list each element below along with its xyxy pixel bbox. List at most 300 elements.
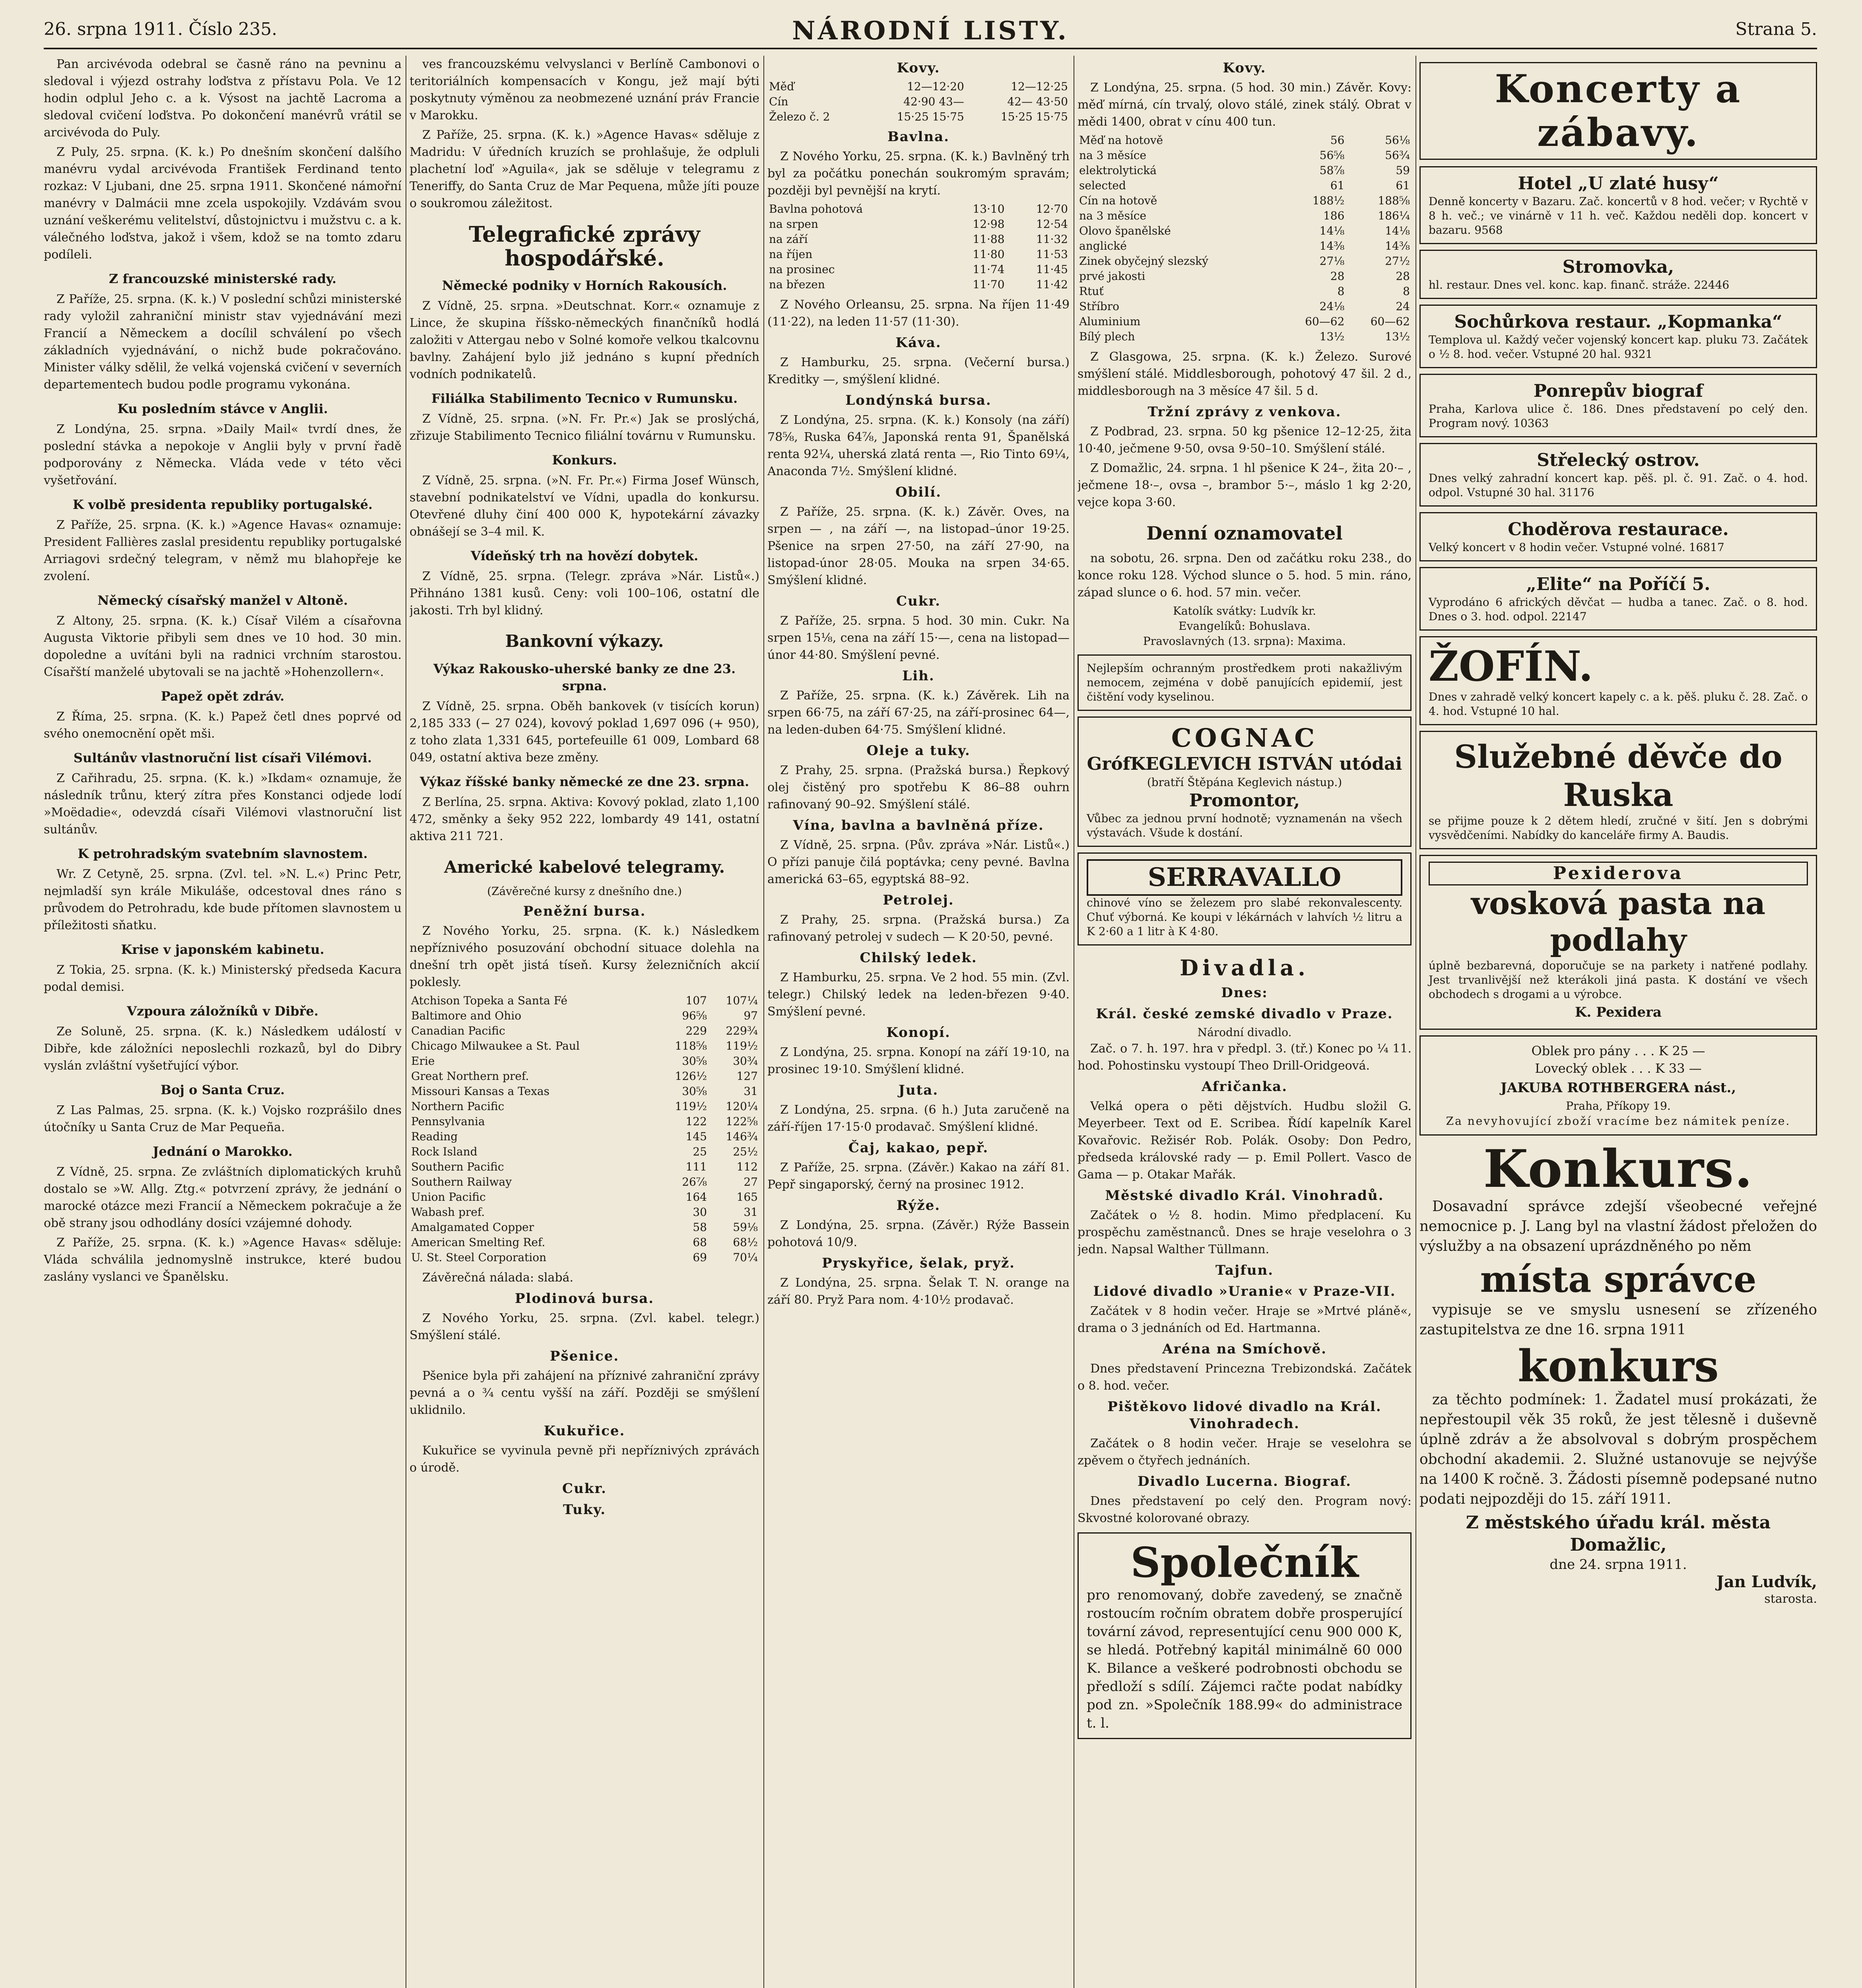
advert-title: Střelecký ostrov.: [1537, 450, 1700, 470]
advert-address: Praha, Příkopy 19.: [1566, 1099, 1671, 1112]
row-value: 26⅞: [682, 1175, 707, 1188]
concert-advert: [1419, 374, 1817, 437]
row-label: Rtuť: [1079, 285, 1104, 298]
row-label: na březen: [769, 278, 825, 291]
row-value: 56¾: [1385, 149, 1410, 162]
row-label: na září: [769, 233, 808, 246]
row-value: 56: [1330, 134, 1345, 147]
row-label: Olovo španělské: [1079, 224, 1171, 237]
table-row: [767, 109, 1070, 124]
row-value: 30⅝: [682, 1054, 707, 1068]
article-paragraph: Z Říma, 25. srpna. (K. k.) Papež četl dnes poprvé od svého onemocnění opět mši.: [44, 710, 402, 741]
notice-date: dne 24. srpna 1911.: [1549, 1557, 1687, 1573]
table-row: [410, 1114, 759, 1129]
row-value: 8: [1403, 285, 1410, 298]
article-heading: Plodinová bursa.: [515, 1291, 654, 1307]
table-row: [767, 94, 1070, 109]
row-value: 25½: [733, 1145, 758, 1158]
advert-text: se přijme pouze k 2 dětem hledí, zručné v šití. Jen s dobrými vysvědčeními. Nabídky do kanceláře firmy A. Baudis.: [1429, 814, 1808, 842]
masthead: [44, 16, 1817, 48]
row-label: Amalgamated Copper: [411, 1221, 534, 1234]
stock-quotes-table: [410, 993, 759, 1265]
row-label: Rock Island: [411, 1145, 478, 1158]
notice-office: Z městského úřadu král. města Domažlic,: [1466, 1512, 1771, 1555]
row-label: Pennsylvania: [411, 1115, 485, 1128]
advert-text: úplně bezbarevná, doporučuje se na parkety i natřené podlahy. Jest trvanlivější než kterákoli jiná pasta. K dostání ve všech obchodech s drogami a u výrobce.: [1429, 959, 1808, 1001]
row-value: 186: [1323, 209, 1345, 222]
calendar-line: Pravoslavných (13. srpna): Maxima.: [1143, 635, 1346, 648]
table-row: [1078, 163, 1412, 178]
article-paragraph: Z Vídně, 25. srpna. (»N. Fr. Pr.«) Jak se proslýchá, zřizuje Stabilimento Tecnico filiální továrnu v Rumunsku.: [410, 412, 759, 443]
row-value: 59: [1396, 164, 1410, 177]
row-label: anglické: [1079, 239, 1127, 252]
article-heading: Filiálka Stabilimento Tecnico v Rumunsku.: [431, 391, 738, 406]
article-heading: Vzpoura záložníků v Dibře.: [127, 1004, 318, 1019]
row-value: 60—62: [1305, 315, 1345, 328]
section-subheading: (Závěrečné kursy z dnešního dne.): [487, 885, 682, 898]
row-value: 11·88: [973, 233, 1005, 246]
article-heading: Juta.: [898, 1082, 939, 1098]
advert-text: Denně koncerty v Bazaru. Zač. koncertů v 8 hod. večer; v Rychtě v 8 h. več.; ve vinárně v 11 h. več. Každou neděli dop. koncert v bazaru. 9568: [1429, 195, 1808, 237]
table-row: [767, 262, 1070, 277]
concert-advert: [1419, 512, 1817, 561]
play-title: Tajfun.: [1215, 1262, 1274, 1278]
advert-title: Ponrepův biograf: [1533, 381, 1703, 401]
table-row: [410, 1220, 759, 1235]
article-paragraph: Z Vídně, 25. srpna. (Telegr. zpráva »Nár. Listů«.) Přihnáno 1381 kusů. Ceny: voli 100–106, ostatní dle jakosti. Trh byl klidný.: [410, 569, 759, 617]
row-label: Cín: [769, 95, 788, 108]
row-label: na říjen: [769, 248, 813, 261]
article-paragraph: Z Hamburku, 25. srpna. Ve 2 hod. 55 min. (Zvl. telegr.) Chilský ledek na leden-březen 9·40. Smýšlení pevné.: [767, 971, 1070, 1019]
table-row: [410, 993, 759, 1008]
table-row: [1078, 269, 1412, 284]
article-heading: Konkurs.: [552, 452, 617, 468]
article-paragraph: Z Paříže, 25. srpna. 5 hod. 30 min. Cukr. Na srpen 15⅛, cena na září 15·—, cena na listopad—únor 44·80. Smýšlení pevné.: [767, 614, 1070, 662]
row-value: 27½: [1385, 254, 1410, 268]
row-value: 165: [736, 1190, 758, 1204]
article-heading: Oleje a tuky.: [866, 743, 971, 759]
advert-text: pro renomovaný, dobře zavedený, se značně rostoucím ročním obratem dobře prosperující tovární závod, representující cenu 900 000 K, se hledá. Potřebný kapitál minimálně 60 000 K. Bilance a veškeré podrobnosti obchodu se předloží s sdílí. Zájemci račte podat nabídky pod zn. »Společník 188.99« do administrace t. l.: [1087, 1587, 1402, 1731]
advert-text: Dnes v zahradě velký koncert kapely c. a k. pěš. pluku č. 28. Zač. o 4. hod. Vstupné 10 hal.: [1429, 690, 1808, 718]
advert-text: chinové víno se železem pro slabé rekonvalescenty. Chuť výborná. Ke koupi v lékárnách v lahvích ½ litru a K 2·60 a 1 litr à K 4·80.: [1087, 896, 1402, 938]
column-2: [410, 56, 759, 1988]
article-heading: Cukr.: [562, 1481, 607, 1497]
row-value: 145: [685, 1130, 707, 1143]
article-paragraph: Začátek o 8 hodin večer. Hraje se veselohra se zpěvem o čtyřech jednáních.: [1078, 1437, 1412, 1468]
banner-title: Koncerty a zábavy.: [1495, 66, 1742, 155]
table-row: [1078, 178, 1412, 193]
table-row: [1078, 133, 1412, 148]
row-label: Reading: [411, 1130, 458, 1143]
article-heading: Obilí.: [895, 484, 942, 500]
article-paragraph: Z Nového Orleansu, 25. srpna. Na říjen 11·49 (11·22), na leden 11·57 (11·30).: [767, 298, 1070, 329]
row-value: 120¼: [726, 1100, 758, 1113]
article-heading: Kukuřice.: [544, 1423, 625, 1439]
article-paragraph: Z Londýna, 25. srpna. Šelak T. N. orange na září 80. Pryž Para nom. 4·10½ prodavač.: [767, 1276, 1070, 1307]
concert-advert: [1419, 567, 1817, 631]
row-value: 13½: [1385, 330, 1410, 343]
advert-title: ŽOFÍN.: [1429, 642, 1593, 691]
row-value: 14⅜: [1385, 239, 1410, 252]
table-row: [410, 1084, 759, 1099]
row-value: 96⅝: [682, 1009, 707, 1022]
row-label: Baltimore and Ohio: [411, 1009, 522, 1022]
article-paragraph: Závěrečná nálada: slabá.: [422, 1271, 573, 1285]
issue-date: 26. srpna 1911. Číslo 235.: [44, 19, 278, 39]
row-value: 24: [1396, 300, 1410, 313]
advert-text: hl. restaur. Dnes vel. konc. kap. finanč. stráže. 22446: [1429, 278, 1730, 291]
row-value: 68: [693, 1236, 707, 1249]
row-value: 61: [1396, 179, 1410, 192]
notice-highlight: konkurs: [1518, 1340, 1719, 1392]
article-paragraph: Wr. Z Cetyně, 25. srpna. (Zvl. tel. »N. L.«) Princ Petr, nejmladší syn krále Mikuláše, odcestoval dnes ráno s průvodem do Petrohradu, kde bude přítomen slavnostem u příležitosti sňatku.: [44, 867, 402, 932]
article-heading: Cukr.: [896, 593, 941, 609]
article-paragraph: Začátek v 8 hodin večer. Hraje se »Mrtvé pláně«, drama o 3 jednáních od Ed. Hartmanna.: [1078, 1304, 1412, 1335]
article-heading: Konopí.: [886, 1025, 951, 1041]
row-label: Stříbro: [1079, 300, 1119, 313]
theatre-name: Pištěkovo lidové divadlo na Král. Vinohradech.: [1107, 1399, 1382, 1432]
table-row: [410, 1054, 759, 1069]
row-value: 12—12·25: [1011, 80, 1068, 93]
row-value: 112: [736, 1160, 758, 1173]
row-label: Bílý plech: [1079, 330, 1135, 343]
row-value: 14⅛: [1385, 224, 1410, 237]
row-value: 30⅝: [682, 1085, 707, 1098]
article-heading: K volbě presidenta republiky portugalské.: [72, 497, 373, 512]
article-heading: Boj o Santa Cruz.: [160, 1082, 285, 1097]
clothing-advert: [1419, 1035, 1817, 1136]
row-value: 42— 43·50: [1007, 95, 1068, 108]
servant-advert: [1419, 731, 1817, 849]
section-heading: Americké kabelové telegramy.: [444, 857, 725, 877]
row-label: American Smelting Ref.: [411, 1236, 546, 1249]
theatre-name: Aréna na Smíchově.: [1162, 1341, 1327, 1357]
row-label: Cín na hotově: [1079, 194, 1157, 207]
article-paragraph: Z Las Palmas, 25. srpna. (K. k.) Vojsko rozprášilo dnes útočníky u Santa Cruz de Mar Pequeña.: [44, 1103, 402, 1134]
row-value: 27: [744, 1175, 758, 1188]
article-paragraph: Z Londýna, 25. srpna. (K. k.) Konsoly (na září) 78⅝, Ruska 64⅞, Japonská renta 91, Španělská renta 92¼, uherská zlatá renta —, Rio Tinto 69¼, Anaconda 7½. Smýšlení klidné.: [767, 413, 1070, 478]
table-row: [410, 1205, 759, 1220]
article-paragraph: Z Cařihradu, 25. srpna. (K. k.) »Ikdam« oznamuje, že následník trůnu, který zítra přes Konstanci odjede lodí »Moëdadie«, odevzdá císaři Vilémovi vlastnoruční list sultánův.: [44, 771, 402, 837]
theatre-name: Divadlo Lucerna. Biograf.: [1138, 1474, 1351, 1489]
advert-text: Praha, Karlova ulice č. 186. Dnes představení po celý den. Program nový. 10363: [1429, 402, 1808, 430]
row-value: 13½: [1319, 330, 1345, 343]
row-value: 28: [1396, 270, 1410, 283]
article-paragraph: Z Paříže, 25. srpna. (K. k.) Závěrek. Lih na srpen 66·75, na září 67·25, na září-prosinec 64—, na leden-duben 64·75. Smýšlení klidné.: [767, 689, 1070, 737]
article-paragraph: Pšenice byla při zahájení na příznivé zahraniční zprávy pevná a o ¾ centu vyšší na září. Později se smýšlení uklidnilo.: [410, 1369, 759, 1417]
row-value: 11·74: [973, 263, 1005, 276]
article-heading: Německý císařský manžel v Altoně.: [97, 593, 348, 608]
advert-title: Společník: [1130, 1538, 1359, 1587]
theatre-name: Městské divadlo Král. Vinohradů.: [1105, 1188, 1384, 1204]
article-paragraph: Z Altony, 25. srpna. (K. k.) Císař Vilém a císařovna Augusta Viktorie přibyli sem dnes ve 10 hod. 30 min. dopoledne a uvítáni byli na radnici vrchním starostou. Císařští manželé ubytovali se na jachtě »Hohenzollern«.: [44, 614, 402, 679]
article-paragraph: Ze Soluně, 25. srpna. (K. k.) Následkem událostí v Dibře, kde záložníci neposlechli rozkazů, byl do Dibry vyslán zvláštní vyšetřující výbor.: [44, 1025, 402, 1073]
advert-text: Vyprodáno 6 afrických děvčat — hudba a tanec. Zač. o 8. hod. Dnes o 3. hod. odpol. 22147: [1429, 596, 1808, 623]
advert-title: Promontor,: [1189, 790, 1300, 811]
article-paragraph: Z Paříže, 25. srpna. (K. k.) V poslední schůzi ministerské rady vyložil zahraniční ministr stav vyjednávání mezi Francií a Německem a docílil schválení po všech základních vyjednávání, o nichž bude pokračováno. Minister války sdělil, že velká vojenská cvičení v severních departementech budou podle programu vykonána.: [44, 292, 402, 392]
article-heading: Čaj, kakao, pepř.: [848, 1140, 989, 1156]
table-row: [410, 1159, 759, 1175]
row-value: 11·70: [973, 278, 1005, 291]
article-heading: Papež opět zdráv.: [161, 689, 285, 704]
article-paragraph: Začátek o ½ 8. hodin. Mimo předplacení. Ku prospěchu zaměstnanců. Dnes se hraje veselohra o 3 jedn. Napsal Walther Tüllmann.: [1078, 1208, 1412, 1256]
row-value: 56⅛: [1385, 134, 1410, 147]
row-value: 15·25 15·75: [897, 110, 964, 123]
row-value: 11·80: [973, 248, 1005, 261]
row-value: 15·25 15·75: [1000, 110, 1068, 123]
article-heading: Londýnská bursa.: [845, 392, 992, 408]
column-3: [767, 56, 1070, 1988]
row-value: 126½: [675, 1070, 707, 1083]
article-heading: Peněžní bursa.: [523, 903, 646, 919]
article-heading: Petrolej.: [883, 892, 954, 908]
row-value: 27⅛: [1319, 254, 1345, 268]
advert-text: Templova ul. Každý večer vojenský koncert kap. pluku 73. Začátek o ½ 8. hod. večer. Vstupné 20 hal. 9321: [1429, 333, 1808, 361]
row-value: 11·42: [1036, 278, 1068, 291]
cognac-advert: [1078, 716, 1412, 847]
row-value: 13·10: [973, 202, 1005, 215]
article-heading: Káva.: [895, 335, 942, 351]
row-value: 107: [685, 994, 707, 1007]
article-paragraph: Z Podbrad, 23. srpna. 50 kg pšenice 12–12·25, žita 10·40, ječmene 9·50, ovsa 9·50–10. Smýšlení stálé.: [1078, 425, 1412, 456]
spolecnik-advert: [1078, 1532, 1412, 1739]
article-heading: Jednání o Marokko.: [153, 1144, 293, 1159]
advert-title: Choděrova restaurace.: [1508, 519, 1729, 540]
article-paragraph: Z Paříže, 25. srpna. (K. k.) »Agence Havas« oznamuje: President Fallières zaslal presidentu republiky portugalské Arriagovi srdečný telegram, v němž mu blahopřeje ke zvolení.: [44, 518, 402, 583]
row-label: U. St. Steel Corporation: [411, 1251, 547, 1264]
row-value: 122: [685, 1115, 707, 1128]
table-row: [767, 202, 1070, 217]
article-paragraph: Z Londýna, 25. srpna. »Daily Mail« tvrdí dnes, že poslední stávka a nepokoje v Anglii byly v první řadě podporovány z Německa. Vláda vede v této věci vyšetřování.: [44, 422, 402, 487]
row-value: 42·90 43—: [903, 95, 964, 108]
article-paragraph: na sobotu, 26. srpna. Den od začátku roku 238., do konce roku 128. Východ slunce o 5. hod. 5 min. ráno, západ slunce o 6. hod. 57 min. večer.: [1078, 551, 1412, 600]
row-label: Zinek obyčejný slezský: [1079, 254, 1208, 268]
article-paragraph: Z Vídně, 25. srpna. »Deutschnat. Korr.« oznamuje z Lince, že skupina říšsko-německých finančníků hodlá založiti v Attergau nebo v Solné komoře velkou tkalcovnu bavlny. Zahájení bylo již jednáno s kupní předních vodních podnikatelů.: [410, 299, 759, 381]
zofin-advert: [1419, 636, 1817, 725]
article-paragraph: Z Vídně, 25. srpna. Oběh bankovek (v tisících korun) 2,185 333 (− 27 024), kovový poklad 1,697 096 (+ 950), z toho zlata 1,331 645, portefeuille 61 009, Lombard 68 049, ostatní aktiva beze změny.: [410, 699, 759, 765]
row-value: 59⅛: [733, 1221, 758, 1234]
article-heading: Ku posledním stávce v Anglii.: [117, 401, 328, 416]
column-1: [44, 56, 402, 1988]
row-value: 164: [685, 1190, 707, 1204]
table-row: [410, 1190, 759, 1205]
article-heading: Vína, bavlna a bavlněná příze.: [793, 817, 1044, 833]
row-value: 229¾: [726, 1024, 758, 1037]
article-paragraph: Z Paříže, 25. srpna. (K. k.) Závěr. Oves, na srpen — , na září —, na listopad–únor 19·25. Pšenice na srpen 27·50, na září 27·90, na listopad-únor 28·05. Mouka na srpen 34·65. Smýšlení klidné.: [767, 505, 1070, 587]
article-heading: K petrohradským svatebním slavnostem.: [78, 846, 368, 861]
advert-text: Nejlepším ochranným prostředkem proti nakažlivým nemocem, zejména v době panujících epidemií, jest čištění vody kyselinou.: [1087, 662, 1402, 703]
table-row: [1078, 148, 1412, 163]
row-value: 56⅝: [1319, 149, 1345, 162]
notice-text: za těchto podmínek: 1. Žadatel musí prokázati, že nepřestoupil věk 35 roků, že jest tělesně i duševně úplně zdráv a že absolvoval s dobrým prospěchem obchodní akademii. 2. Služné ustanovuje se nejvýše na 1400 K ročně. 3. Žádosti písemně podepsané nutno podati nejpozději do 15. září 1911.: [1419, 1392, 1817, 1507]
article-paragraph: Z Tokia, 25. srpna. (K. k.) Ministerský předseda Kacura podal demisi.: [44, 963, 402, 994]
row-value: 12·70: [1036, 202, 1068, 215]
article-paragraph: Z Londýna, 25. srpna. (6 h.) Juta zaručeně na září-říjen 17·15·0 prodavač. Smýšlení klidné.: [767, 1103, 1070, 1134]
article-paragraph: Z Vídně, 25. srpna. Ze zvláštních diplomatických kruhů dostalo se »W. Allg. Ztg.« potvrzení zprávy, že jednání o marocké otázce mezi Francií a Německem pokračuje a že obě strany jsou odhodlány dosíci vzájemné dohody.: [44, 1165, 402, 1230]
row-label: na prosinec: [769, 263, 835, 276]
row-value: 30¾: [733, 1054, 758, 1068]
article-paragraph: Z Londýna, 25. srpna. (5 hod. 30 min.) Závěr. Kovy: měď mírná, cín trvalý, olovo stálé, zinek stálý. Obrat v mědi 1400, obrat v cínu 400 tun.: [1078, 81, 1412, 129]
play-title: Afričanka.: [1201, 1079, 1288, 1095]
table-row: [410, 1039, 759, 1054]
row-value: 97: [744, 1009, 758, 1022]
concert-advert: [1419, 166, 1817, 244]
row-value: 122⅝: [726, 1115, 758, 1128]
row-label: Železo č. 2: [769, 110, 830, 123]
article-heading: Dnes:: [1221, 985, 1268, 1001]
row-value: 30: [693, 1206, 707, 1219]
row-value: 127: [736, 1070, 758, 1083]
article-paragraph: Z Paříže, 25. srpna. (K. k.) »Agence Havas« sděluje: Vláda schválila jednomyslně instrukce, které budou zaslány vyslanci ve Španělsku.: [44, 1236, 402, 1284]
table-row: [410, 1069, 759, 1084]
advert-title: Stromovka,: [1562, 257, 1674, 277]
advert-prices: Oblek pro pány . . . K 25 — Lovecký oblek . . . K 33 —: [1531, 1043, 1705, 1076]
row-value: 70¼: [733, 1251, 758, 1264]
row-value: 111: [685, 1160, 707, 1173]
section-heading: Telegrafické zprávy hospodářské.: [469, 221, 700, 271]
advert-title: vosková pasta na podlahy: [1471, 885, 1766, 958]
table-row: [410, 1144, 759, 1159]
table-row: [410, 1129, 759, 1144]
metals-table: [767, 79, 1070, 124]
article-heading: Pšenice.: [549, 1348, 619, 1364]
article-heading: Tržní zprávy z venkova.: [1147, 404, 1342, 420]
row-value: 61: [1330, 179, 1345, 192]
masthead-rule: [44, 48, 1817, 49]
row-label: na 3 měsíce: [1079, 149, 1147, 162]
row-value: 28: [1330, 270, 1345, 283]
row-value: 31: [744, 1206, 758, 1219]
advert-text: Velký koncert v 8 hodin večer. Vstupné volné. 16817: [1429, 541, 1724, 554]
row-label: na 3 měsíce: [1079, 209, 1147, 222]
advert-title: Hotel „U zlaté husy“: [1518, 173, 1719, 194]
row-value: 118⅝: [675, 1039, 707, 1052]
row-value: 58⅞: [1319, 164, 1345, 177]
article-paragraph: Z Nového Yorku, 25. srpna. (K. k.) Bavlněný trh byl za počátku ponechán soukromým spravám; později byl pevnější na krytí.: [767, 149, 1070, 198]
article-paragraph: Z Vídně, 25. srpna. (»N. Fr. Pr.«) Firma Josef Wünsch, stavební podnikatelství ve Vídni, upadla do konkursu. Otevřené dluhy činí 400 000 K, hypotekární závazky obnášejí se 3–4 mil. K.: [410, 474, 759, 539]
row-value: 188⅝: [1378, 194, 1410, 207]
newspaper-title: NÁRODNÍ LISTY.: [792, 16, 1069, 46]
concert-advert: [1419, 250, 1817, 299]
article-heading: Výkaz Rakousko-uherské banky ze dne 23. srpna.: [433, 661, 736, 693]
article-paragraph: Z Prahy, 25. srpna. (Pražská bursa.) Řepkový olej čistěný pro spotřebu K 86–88 ouhrn rafinovaný 90–92. Smýšlení stálé.: [767, 763, 1070, 812]
row-label: Chicago Milwaukee a St. Paul: [411, 1039, 580, 1052]
row-label: Atchison Topeka a Santa Fé: [411, 994, 568, 1007]
row-label: Wabash pref.: [411, 1206, 485, 1219]
theatre-subname: Národní divadlo.: [1197, 1026, 1292, 1039]
notice-role: starosta.: [1764, 1592, 1817, 1606]
advert-firm: JAKUBA ROTHBERGERA nást.,: [1500, 1080, 1736, 1096]
article-heading: Německé podniky v Horních Rakousích.: [442, 278, 727, 293]
article-paragraph: Z Londýna, 25. srpna. (Závěr.) Rýže Bassein pohotová 10/9.: [767, 1218, 1070, 1249]
row-value: 69: [693, 1251, 707, 1264]
article-paragraph: Pan arcivévoda odebral se časně ráno na pevninu a sledoval i výjezd ostrahy loďstva z přístavu Pola. Ve 12 hodin odplul Jeho c. a k. Výsost na jachtě Lacroma a sledoval cvičení loďstva. Po dokončení manévrů vrátil se arcivévoda do Puly.: [44, 57, 402, 140]
article-heading: Kovy.: [1223, 60, 1266, 76]
advert-signature: K. Pexidera: [1575, 1004, 1662, 1020]
notice-signature: Jan Ludvík,: [1716, 1573, 1817, 1591]
table-row: [410, 1023, 759, 1039]
table-row: [767, 217, 1070, 232]
row-value: 188½: [1312, 194, 1345, 207]
article-heading: Krise v japonském kabinetu.: [121, 942, 324, 957]
article-paragraph: Z Hamburku, 25. srpna. (Večerní bursa.) Kreditky —, smýšlení klidné.: [767, 355, 1070, 386]
article-heading: Kovy.: [897, 60, 940, 76]
table-row: [1078, 208, 1412, 223]
pexidera-advert: [1419, 855, 1817, 1030]
metals-table: [1078, 133, 1412, 344]
advert-text: Dnes velký zahradní koncert kap. pěš. pl. č. 91. Zač. o 4. hod. odpol. Vstupné 30 hal. 31176: [1429, 472, 1808, 499]
table-row: [410, 1099, 759, 1114]
article-paragraph: Z Paříže, 25. srpna. (Závěr.) Kakao na září 81. Pepř singaporský, černý na prosinec 1912.: [767, 1161, 1070, 1192]
row-value: 68½: [733, 1236, 758, 1249]
row-label: Union Pacific: [411, 1190, 486, 1204]
column-divider: [1415, 56, 1416, 1988]
table-row: [767, 277, 1070, 292]
serravallo-advert: [1078, 852, 1412, 945]
advert-title: Služebné děvče do Ruska: [1454, 738, 1782, 813]
table-row: [767, 79, 1070, 94]
table-row: [1078, 284, 1412, 299]
concerts-list: [1419, 166, 1817, 631]
konkurs-notice: [1419, 1138, 1817, 1607]
row-label: Missouri Kansas a Texas: [411, 1085, 549, 1098]
article-heading: Sultánův vlastnoruční list císaři Vilémovi.: [73, 750, 372, 765]
table-row: [767, 232, 1070, 247]
article-heading: Bavlna.: [887, 129, 950, 145]
table-row: [1078, 314, 1412, 329]
article-paragraph: Dnes představení po celý den. Program nový: Skvostné kolorované obrazy.: [1078, 1494, 1412, 1525]
article-paragraph: Z Londýna, 25. srpna. Konopí na září 19·10, na prosinec 19·10. Smýšlení klidné.: [767, 1045, 1070, 1076]
section-heading: Bankovní výkazy.: [505, 631, 664, 651]
row-value: 12—12·20: [907, 80, 964, 93]
article-heading: Lih.: [902, 668, 935, 684]
row-label: Aluminium: [1079, 315, 1141, 328]
row-value: 119½: [675, 1100, 707, 1113]
article-paragraph: Z Glasgowa, 25. srpna. (K. k.) Železo. Surové smýšlení stálé. Middlesborough, pohotový 47 šil. 2 d., middlesborough na 3 měsíce 47 šil. 5 d.: [1078, 350, 1412, 398]
calendar-line: Evangelíků: Bohuslava.: [1179, 619, 1311, 633]
row-label: prvé jakosti: [1079, 270, 1146, 283]
concert-advert: [1419, 443, 1817, 507]
row-label: Southern Pacific: [411, 1160, 504, 1173]
concerts-banner: [1419, 62, 1817, 160]
table-row: [1078, 254, 1412, 269]
row-label: elektrolytická: [1079, 164, 1157, 177]
article-paragraph: Z Nového Yorku, 25. srpna. (K. k.) Následkem nepříznivého posuzování obchodní situace dolehla na dnešní trh opět jistá tíseň. Kursy železničních akcií poklesly.: [410, 924, 759, 989]
article-paragraph: Z Paříže, 25. srpna. (K. k.) »Agence Havas« sděluje z Madridu: V úředních kruzích se prohlašuje, že odpluli plachetní loď »Aguila«, jak se sděluje v telegramu z Teneriffy, do Santa Cruz de Mar Pequena, může jíti pouze o soukromou záležitost.: [410, 128, 759, 210]
row-label: Měď: [769, 80, 794, 93]
article-heading: Vídeňský trh na hovězí dobytek.: [470, 548, 699, 563]
article-paragraph: ves francouzskému velvyslanci v Berlíně Cambonovi o teritoriálních kompensacích v Kongu, jež mají býti poskytnuty výměnou za neobmezené uznání práv Francie v Marokku.: [410, 57, 759, 122]
page-number: Strana 5.: [1735, 19, 1817, 39]
article-heading: Pryskyřice, šelak, pryž.: [821, 1255, 1015, 1271]
table-row: [767, 247, 1070, 262]
notice-text: Dosavadní správce zdejší všeobecné veřejné nemocnice p. J. Lang byl na vlastní žádost přeložen do výslužby a na obsazení uprázdněného po něm: [1419, 1198, 1817, 1254]
row-value: 12·54: [1036, 217, 1068, 231]
article-paragraph: Zač. o 7. h. 197. hra v předpl. 3. (tř.) Konec po ¼ 11. hod. Pohostinsku vystoupí Theo Drill-Oridgeová.: [1078, 1042, 1412, 1073]
advert-title: COGNAC: [1171, 723, 1318, 753]
advert-text: Vůbec za jednou první hodnotě; vyznamenán na všech výstavách. Všude k dostání.: [1087, 812, 1402, 839]
row-label: na srpen: [769, 217, 818, 231]
table-row: [1078, 299, 1412, 314]
advert-title: „Elite“ na Poříčí 5.: [1526, 574, 1711, 594]
article-paragraph: Kukuřice se vyvinula pevně při nepříznivých zprávách o úrodě.: [410, 1444, 759, 1475]
article-heading: Chilský ledek.: [860, 950, 977, 966]
advert-text: (bratří Štěpána Keglevich nástup.): [1147, 776, 1342, 789]
theatre-name: Král. české zemské divadlo v Praze.: [1096, 1006, 1393, 1022]
row-label: Měď na hotově: [1079, 134, 1163, 147]
theatre-name: Lidové divadlo »Uranie« v Praze-VII.: [1093, 1283, 1396, 1299]
advert-title: SERRAVALLO: [1087, 859, 1402, 896]
